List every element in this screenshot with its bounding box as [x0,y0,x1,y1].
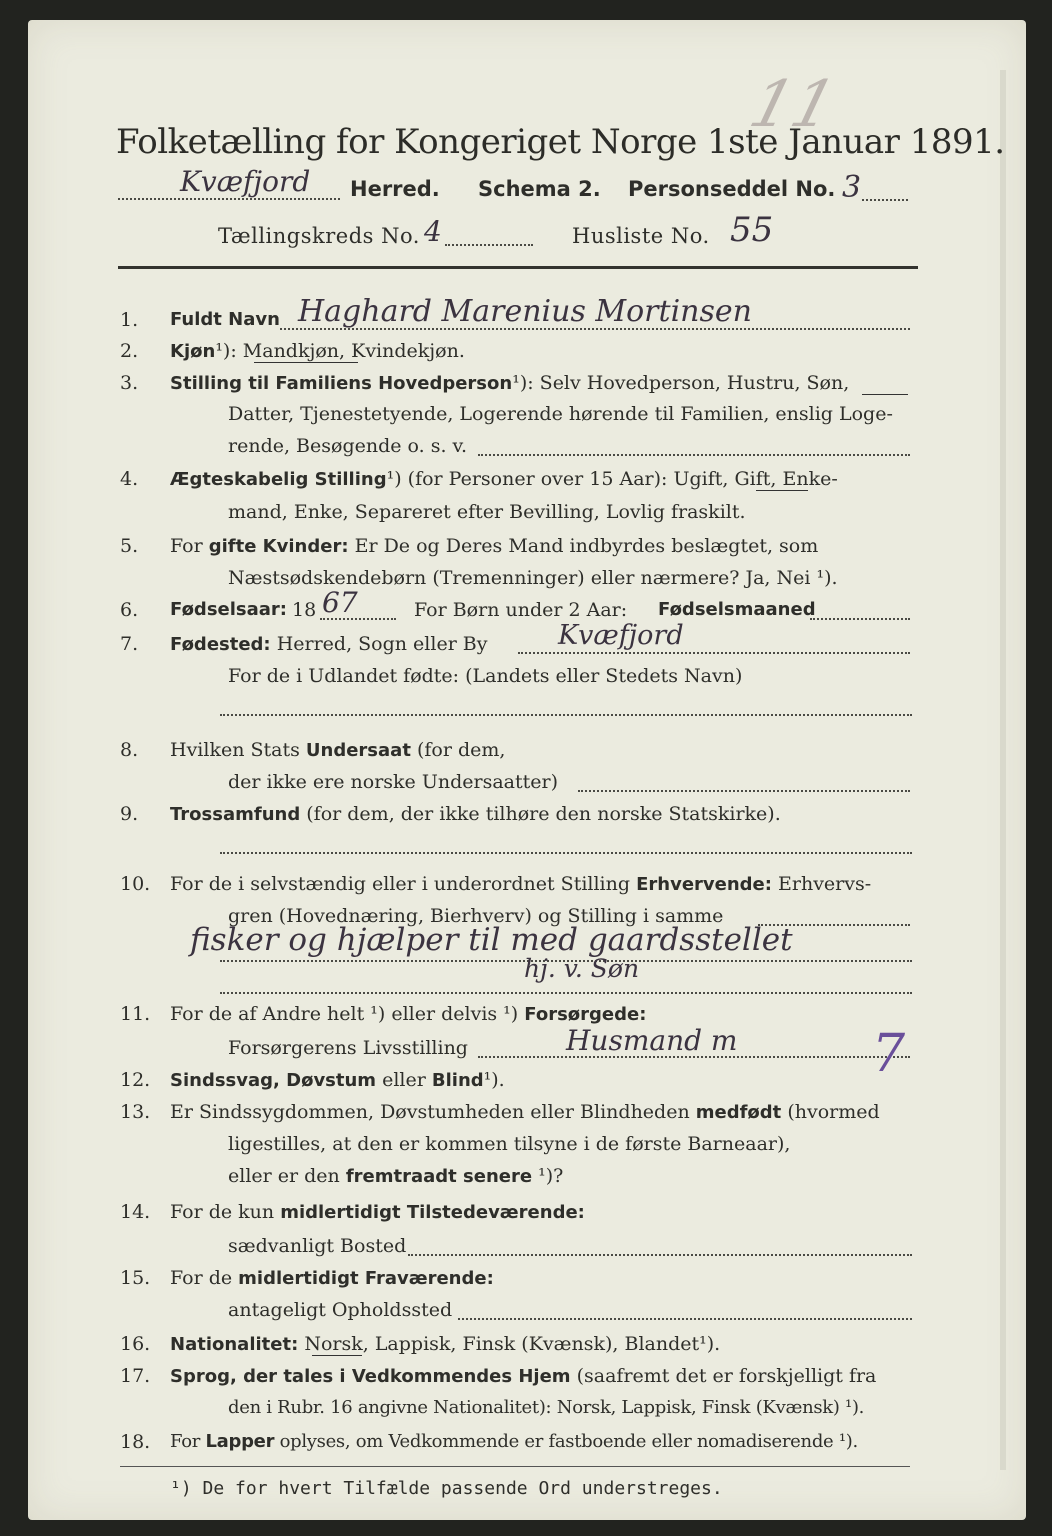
item-line [170,1364,876,1389]
provider-mark-handwritten: 7 [872,1024,906,1084]
item-number: 12. [120,1069,151,1091]
item-number: 2. [120,340,139,362]
item-number: 8. [120,739,139,761]
item-number: 4. [120,468,139,490]
item-line-2: den i Rubr. 16 angivne Nationalitet): Norsk, Lappisk, Finsk (Kvænsk) ¹). [228,1397,865,1418]
item-line-2: der ikke ere norske Undersaatter) [228,771,558,793]
item-text: (hvormed [787,1101,880,1123]
item-label-bold: Lapper [205,1431,275,1452]
item-label-bold: Sindssvag, Døvstum [170,1070,377,1091]
item-text: ¹): Selv Hovedperson, Hustru, Søn, [512,372,850,394]
item-line-2: gren (Hovednæring, Bierhverv) og Stilling i samme [228,905,724,927]
item-text: Er Sindssygdommen, Døvstumheden eller Blindheden [170,1101,690,1123]
item-text: For de af Andre helt ¹) eller delvis ¹) [170,1003,519,1025]
item-text: For de i selvstændig eller i underordnet Stilling [170,873,631,895]
husliste-number: 55 [730,210,774,250]
son-underline [862,394,908,395]
item-line-2: sædvanligt Bosted [228,1235,407,1257]
page-edge-shadow [1000,70,1006,1470]
schema-label: Schema 2. [478,177,601,201]
item-line [170,534,818,559]
item-line-2: Datter, Tjenestetyende, Logerende hørende til Familien, enslig Loge- [228,403,893,425]
item-text: oplyses, om Vedkommende er fastboende eller nomadiserende ¹). [279,1431,858,1452]
herred-label: Herred. [350,177,440,201]
item-number: 9. [120,803,139,825]
item-text: ¹). [483,1069,505,1091]
item-line [170,1430,858,1454]
fill-line [578,790,910,792]
item-label-bold: Kjøn [170,341,216,362]
birth-year-handwritten: 67 [322,586,358,619]
item-number: 14. [120,1201,151,1223]
item-label-bold: Sprog, der tales i Vedkommendes Hjem [170,1366,571,1387]
occupation-handwritten-2: hj. v. Søn [524,954,640,983]
item-label-bold: Forsørgede: [524,1004,647,1025]
item-number: 6. [120,599,139,621]
item-line [170,1068,505,1093]
item-label-bold: medfødt [695,1102,782,1123]
item-text: For [170,535,203,557]
item-line-2: mand, Enke, Separeret efter Bevilling, Lovlig fraskilt. [228,501,746,523]
fill-line [478,454,910,456]
item-number: 10. [120,873,151,895]
item-number: 1. [120,309,139,331]
item-text: For de [170,1267,233,1289]
item-text: For Børn under 2 Aar: [414,599,628,621]
footnote: ¹) De for hvert Tilfælde passende Ord understreges. [170,1478,723,1499]
item-line [170,1200,585,1225]
item-label-bold: Fødested: [170,634,271,655]
item-text: (for dem, [416,739,506,761]
form-title: Folketælling for Kongeriget Norge 1ste Januar 1891. [116,122,1005,162]
item-text: (saafremt det er forskjelligt fra [576,1365,877,1387]
item-text: Norsk, Lappisk, Finsk (Kvænsk), Blandet¹). [304,1333,721,1355]
fill-line [518,652,910,654]
item-line [170,467,838,492]
item-line [170,872,871,897]
item-number: 3. [120,372,139,394]
item-line [170,339,465,364]
item-line-2: Forsørgerens Livsstilling [228,1037,468,1059]
item-label-bold: Trossamfund [170,804,301,825]
item-line-2: antageligt Opholdssted [228,1299,453,1321]
item-text: eller [382,1069,426,1091]
item-line [170,1100,880,1125]
item-number: 13. [120,1101,151,1123]
fill-line [220,852,912,854]
norsk-underline [312,1355,362,1356]
item-number: 17. [120,1365,151,1387]
birthplace-handwritten: Kvæfjord [558,620,684,651]
item-text: ¹)? [538,1165,564,1187]
item-line [170,1332,720,1357]
item-label-bold: Undersaat [305,740,411,761]
mandkjon-underline [254,362,358,363]
item-number: 7. [120,633,139,655]
item-text: Hvilken Stats [170,739,300,761]
occupation-handwritten: fisker og hjælper til med gaardsstellet [190,922,793,958]
header-divider [118,266,918,269]
item-label-bold: Fødselsmaaned [658,599,816,620]
item-label-bold: midlertidigt Tilstedeværende: [280,1202,585,1223]
item-number: 16. [120,1333,151,1355]
item-line-2: Næstsødskendebørn (Tremenninger) eller nærmere? Ja, Nei ¹). [228,567,838,589]
fill-line [810,618,910,620]
husliste-label: Husliste No. [572,224,710,248]
item-line-2: ligestilles, at den er kommen tilsyne i de første Barneaar), [228,1133,791,1155]
item-line [170,371,849,396]
item-text: 18 [292,599,317,621]
item-label-bold: Fuldt Navn [170,309,280,330]
item-label-bold: gifte Kvinder: [208,536,349,557]
item-line [170,802,781,827]
item-number: 18. [120,1431,151,1453]
fill-line [320,618,396,620]
item-text: For [170,1431,201,1452]
item-label-bold: Stilling til Familiens Hovedperson [170,373,513,394]
item-line [170,1266,494,1291]
item-text: ¹): Mandkjøn, Kvindekjøn. [215,340,465,362]
fill-line [220,714,912,716]
item-text: Herred, Sogn eller By [276,633,488,655]
fill-line [458,1318,912,1320]
item-text: (for dem, der ikke tilhøre den norske Statskirke). [306,803,781,825]
personseddel-fill-line [862,199,908,201]
item-number: 15. [120,1267,151,1289]
item-line [170,738,505,763]
item-line [170,632,488,657]
personseddel-number: 3 [842,170,862,205]
item-label-bold: Nationalitet: [170,1334,299,1355]
provider-occupation-handwritten: Husmand m [566,1024,738,1057]
footnote-divider [120,1466,910,1467]
item-text: eller er den [228,1165,340,1187]
pencil-corner-mark: 11 [742,68,844,142]
item-number: 5. [120,535,139,557]
item-label-bold: midlertidigt Fraværende: [238,1268,494,1289]
herred-fill-line [118,198,340,200]
ugift-underline [756,490,808,491]
item-text: Erhvervs- [778,873,872,895]
item-label-bold: Fødselsaar: [170,599,287,620]
item-line-2: For de i Udlandet fødte: (Landets eller Stedets Navn) [228,665,743,687]
item-text: Er De og Deres Mand indbyrdes beslægtet, som [354,535,819,557]
full-name-handwritten: Haghard Marenius Mortinsen [298,294,752,329]
item-line-3 [228,1164,563,1189]
item-label-bold: fremtraadt senere [345,1166,533,1187]
taellingskreds-label: Tællingskreds No. [218,224,420,248]
item-label-bold: Blind [431,1070,484,1091]
item-line-3: rende, Besøgende o. s. v. [228,435,468,457]
fill-line [408,1254,912,1256]
fill-line [220,992,912,994]
personseddel-label: Personseddel No. [628,177,836,201]
item-label-bold: Erhvervende: [636,874,772,895]
item-label-bold: Ægteskabelig Stilling [170,469,387,490]
herred-handwritten: Kvæfjord [180,165,311,198]
item-text: ¹) (for Personer over 15 Aar): Ugift, Gift, Enke- [386,468,838,490]
item-number: 11. [120,1003,151,1025]
taellingskreds-number: 4 [424,215,442,248]
taellingskreds-fill-line [445,244,533,246]
item-text: For de kun [170,1201,275,1223]
